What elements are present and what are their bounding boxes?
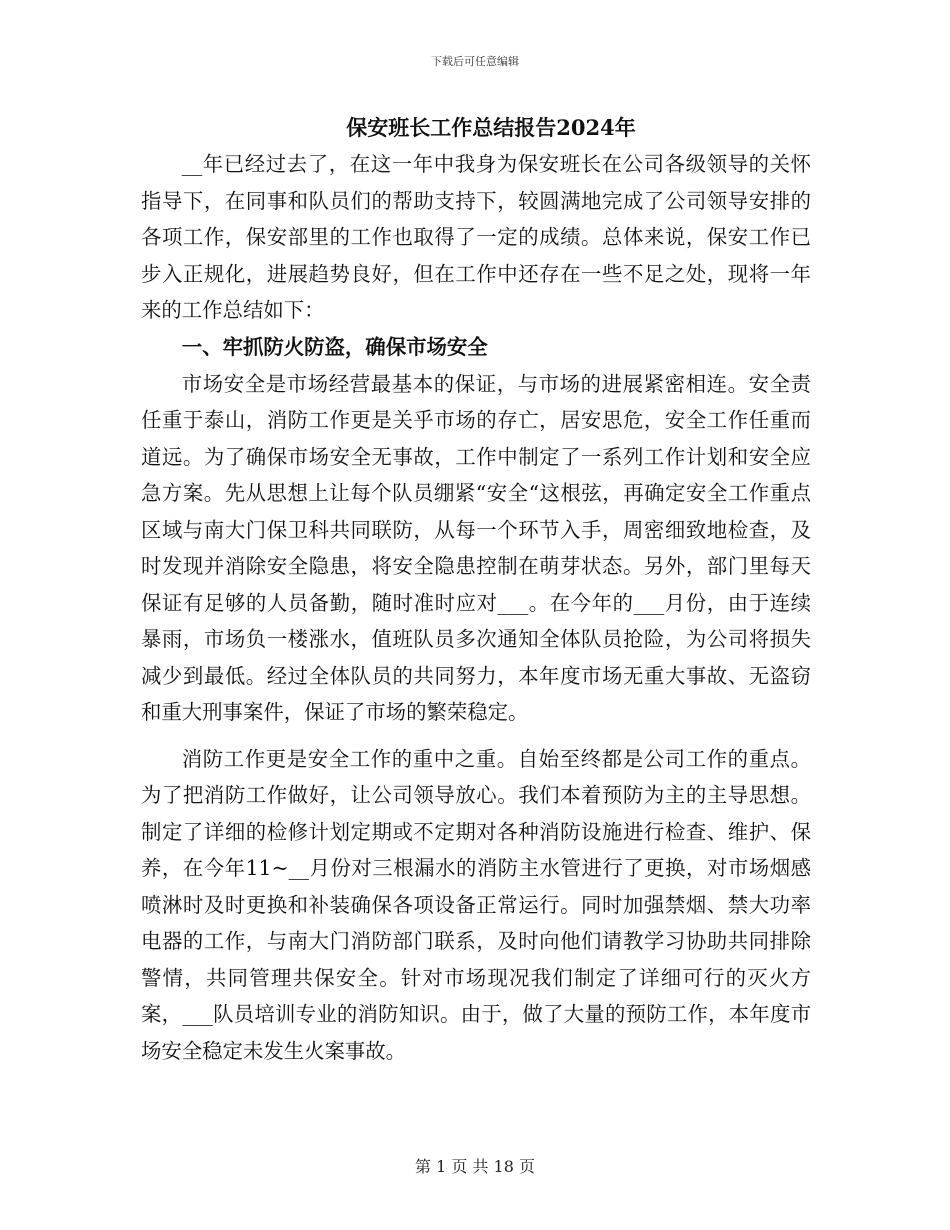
intro-paragraph: __年已经过去了，在这一年中我身为保安班长在公司各级领导的关怀指导下，在同事和队员们的帮助支持下，较圆满地完成了公司领导安排的各项工作，保安部里的工作也取得了一定的成绩。总体来说，保安工作已步入正规化，进展趋势良好，但在工作中还存在一些不足之处，现将一年来的工作总结如下： [141, 152, 811, 322]
page-header-note: 下载后可任意编辑 [431, 55, 519, 68]
section-heading: 一、牢抓防火防盗，确保市场安全 [181, 334, 488, 359]
page-number: 第 1 页 共 18 页 [415, 1157, 535, 1176]
body-paragraph-market-safety: 市场安全是市场经营最基本的保证，与市场的进展紧密相连。安全责任重于泰山，消防工作更是关乎市场的存亡，居安思危，安全工作任重而道远。为了确保市场安全无事故，工作中制定了一系列工作计划和安全应急方案。先从思想上让每个队员绷紧“安全“这根弦，再确定安全工作重点区域与南大门保卫科共同联防，从每一个环节入手，周密细致地检查，及时发现并消除安全隐患，将安全隐患控制在萌芽状态。另外，部门里每天保证有足够的人员备勤，随时准时应对___。在今年的___月份，由于连续暴雨，市场负一楼涨水，值班队员多次通知全体队员抢险，为公司将损失减少到最低。经过全体队员的共同努力，本年度市场无重大事故、无盗窃和重大刑事案件，保证了市场的繁荣稳定。 [141, 371, 811, 724]
document-body [141, 109, 811, 1069]
document-title: 保安班长工作总结报告2024年 [346, 115, 636, 140]
body-paragraph-fire-safety: 消防工作更是安全工作的重中之重。自始至终都是公司工作的重点。为了把消防工作做好，让公司领导放心。我们本着预防为主的主导思想。制定了详细的检修计划定期或不定期对各种消防设施进行检查、维护、保养，在今年11~__月份对三根漏水的消防主水管进行了更换，对市场烟感喷淋时及时更换和补装确保各项设备正常运行。同时加强禁烟、禁大功率电器的工作，与南大门消防部门联系，及时向他们请教学习协助共同排除警情，共同管理共保安全。针对市场现况我们制定了详细可行的灭火方案，___队员培训专业的消防知识。由于，做了大量的预防工作，本年度市场安全稳定未发生火案事故。 [141, 746, 811, 1063]
